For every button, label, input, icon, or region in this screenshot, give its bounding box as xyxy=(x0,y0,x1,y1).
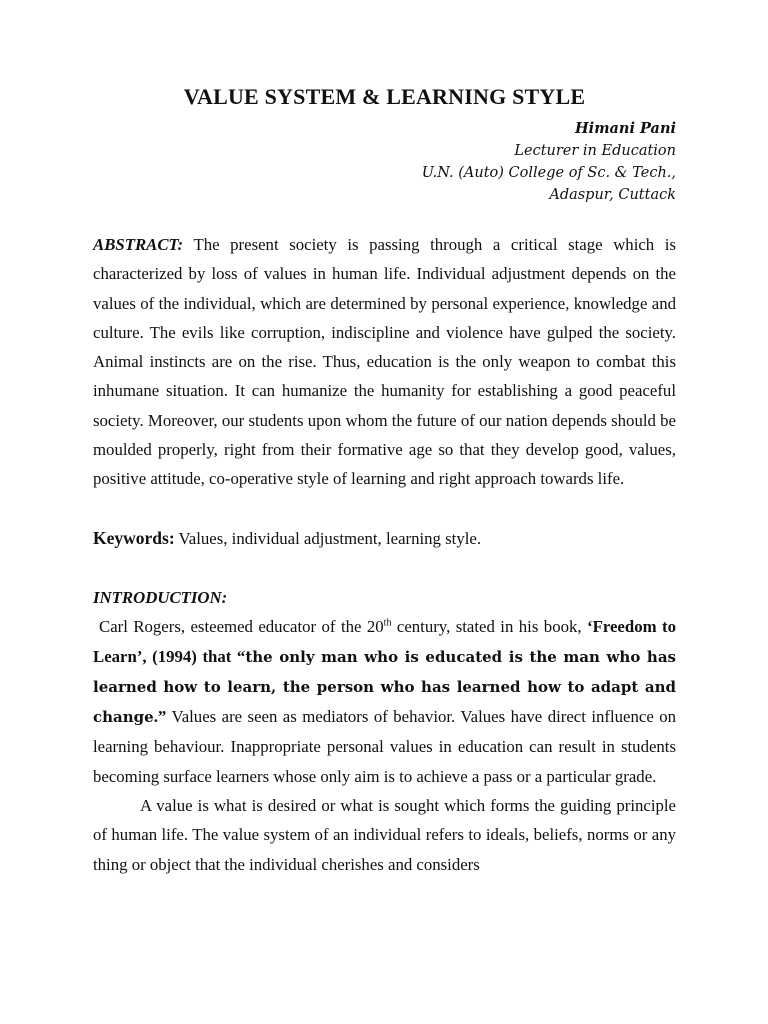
author-role: Lecturer in Education xyxy=(514,143,676,159)
introduction-paragraph-2: A value is what is desired or what is sought which forms the guiding principle of human life. The value system of an individual refers to ideals, beliefs, norms or any thing or object that the individual cherishes and considers xyxy=(93,796,676,874)
author-block xyxy=(93,118,676,206)
paper-title: VALUE SYSTEM & LEARNING STYLE xyxy=(183,84,586,109)
intro-p1-rest: Values are seen as mediators of behavior. Values have direct influence on learning behaviour. Inappropriate personal values in education can result in students becoming surface learners whose only aim is to achieve a pass or a particular grade. xyxy=(93,707,676,786)
keywords-paragraph xyxy=(93,524,676,553)
intro-p1-after-sup: century, stated in his book, xyxy=(391,617,587,637)
introduction-paragraph-1 xyxy=(93,612,676,791)
intro-book-title: ‘Freedom to Learn’, (1994) that “ xyxy=(93,617,676,666)
intro-p1-start: Carl Rogers, esteemed educator of the 20 xyxy=(99,617,384,637)
abstract-paragraph xyxy=(93,230,676,494)
intro-quote-end: .” xyxy=(153,707,167,727)
keywords-label: Keywords: xyxy=(93,527,175,548)
author-name: Himani Pani xyxy=(574,120,676,137)
author-institution: U.N. (Auto) College of Sc. & Tech., xyxy=(421,165,676,181)
keywords-text: Values, individual adjustment, learning style. xyxy=(174,528,482,548)
intro-p1-superscript: th xyxy=(383,617,392,629)
document-page xyxy=(93,84,676,879)
abstract-label: ABSTRACT: xyxy=(93,235,184,254)
author-location: Adaspur, Cuttack xyxy=(549,187,676,203)
intro-quote: the only man who is educated is the man who has learned how to learn, the person who has learned how to adapt and change xyxy=(93,647,676,727)
abstract-text: The present society is passing through a critical stage which is characterized by loss of values in human life. Individual adjustment depends on the values of the individual, which are determined by personal experience, knowledge and culture. The evils like corruption, indiscipline and violence have gulped the society. Animal instincts are on the rise. Thus, education is the only weapon to combat this inhumane situation. It can humanize the humanity for establishing a good peaceful society. Moreover, our students upon whom the future of our nation depends should be moulded properly, right from their formative age so that they develop good, values, positive attitude, co-operative style of learning and right approach towards life. xyxy=(93,235,676,489)
introduction-heading: INTRODUCTION: xyxy=(93,587,228,607)
